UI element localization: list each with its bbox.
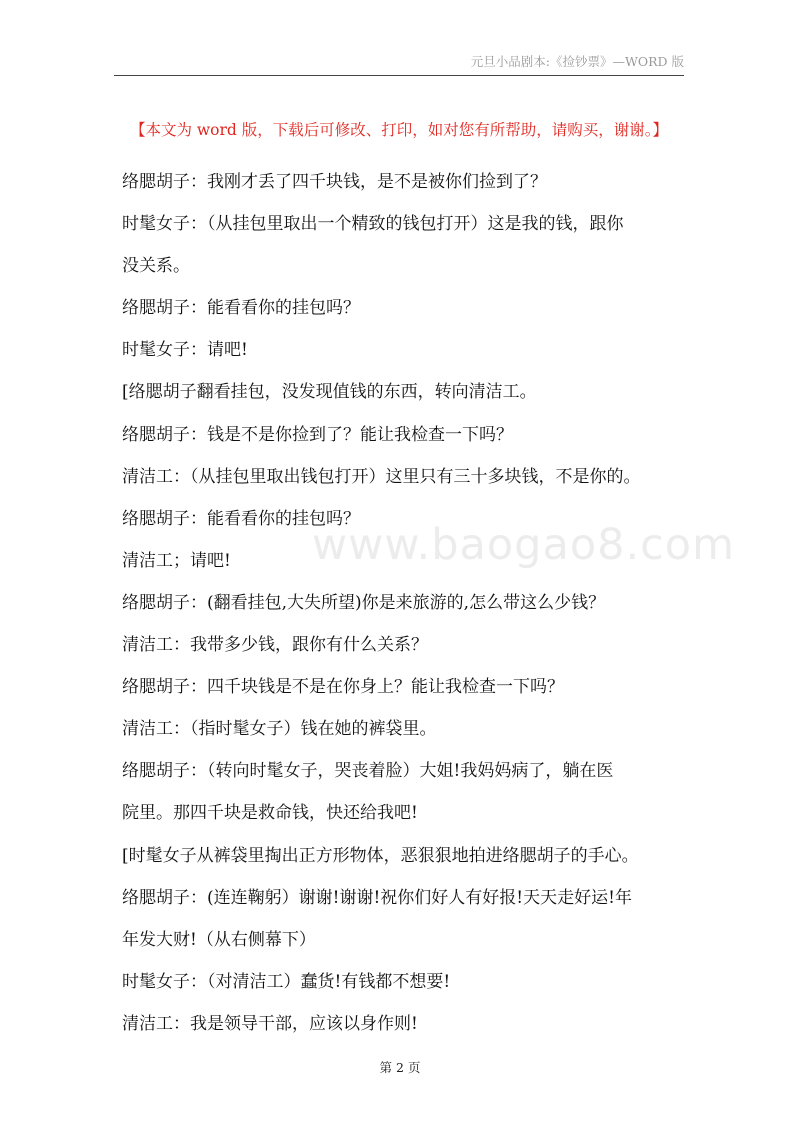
script-line: 时髦女子：请吧! xyxy=(122,340,248,361)
script-line: 络腮胡子：钱是不是你捡到了？能让我检查一下吗？ xyxy=(122,424,513,445)
script-line: 络腮胡子：能看看你的挂包吗？ xyxy=(122,298,360,319)
script-line: 清洁工：我带多少钱，跟你有什么关系？ xyxy=(122,635,428,656)
script-line: 络腮胡子：(翻看挂包,大失所望)你是来旅游的,怎么带这么少钱？ xyxy=(122,592,606,613)
script-line: 络腮胡子：能看看你的挂包吗？ xyxy=(122,508,360,529)
script-line: [络腮胡子翻看挂包，没发现值钱的东西，转向清洁工。 xyxy=(122,382,537,403)
purchase-notice: 【本文为 word 版，下载后可修改、打印，如对您有所帮助，请购买，谢谢。】 xyxy=(129,121,669,139)
page-header xyxy=(114,52,684,72)
script-line: 清洁工：（从挂包里取出钱包打开）这里只有三十多块钱，不是你的。 xyxy=(122,466,641,487)
script-line: 络腮胡子：我刚才丢了四千块钱，是不是被你们捡到了？ xyxy=(122,172,547,192)
script-line: 清洁工：（指时髦女子）钱在她的裤袋里。 xyxy=(122,719,437,740)
page-footer xyxy=(0,1058,800,1076)
script-line: 院里。那四千块是救命钱，快还给我吧! xyxy=(122,803,418,824)
script-body xyxy=(122,166,688,1050)
script-line: [时髦女子从裤袋里掏出正方形物体，恶狠狠地拍进络腮胡子的手心。 xyxy=(122,845,639,866)
page-number: 第 2 页 xyxy=(379,1060,421,1075)
script-line: 年发大财!（从右侧幕下） xyxy=(122,929,316,950)
script-line: 络腮胡子：(连连鞠躬）谢谢!谢谢!祝你们好人有好报!天天走好运!年 xyxy=(122,887,632,908)
script-line: 络腮胡子：（转向时髦女子，哭丧着脸）大姐!我妈妈病了，躺在医 xyxy=(122,761,614,782)
watermark: www.baogao8.com xyxy=(312,520,735,570)
script-line: 时髦女子：（从挂包里取出一个精致的钱包打开）这是我的钱，跟你 xyxy=(122,214,624,235)
header-title: 元旦小品剧本:《捡钞票》—WORD 版 xyxy=(470,54,684,69)
script-line: 清洁工：我是领导干部，应该以身作则! xyxy=(122,1013,418,1034)
script-line: 清洁工；请吧! xyxy=(122,550,231,571)
script-line: 时髦女子：（对清洁工）蠢货!有钱都不想要! xyxy=(122,971,451,992)
script-line: 络腮胡子：四千块钱是不是在你身上？能让我检查一下吗？ xyxy=(122,677,564,698)
script-line: 没关系。 xyxy=(122,256,190,277)
header-divider xyxy=(114,75,684,76)
